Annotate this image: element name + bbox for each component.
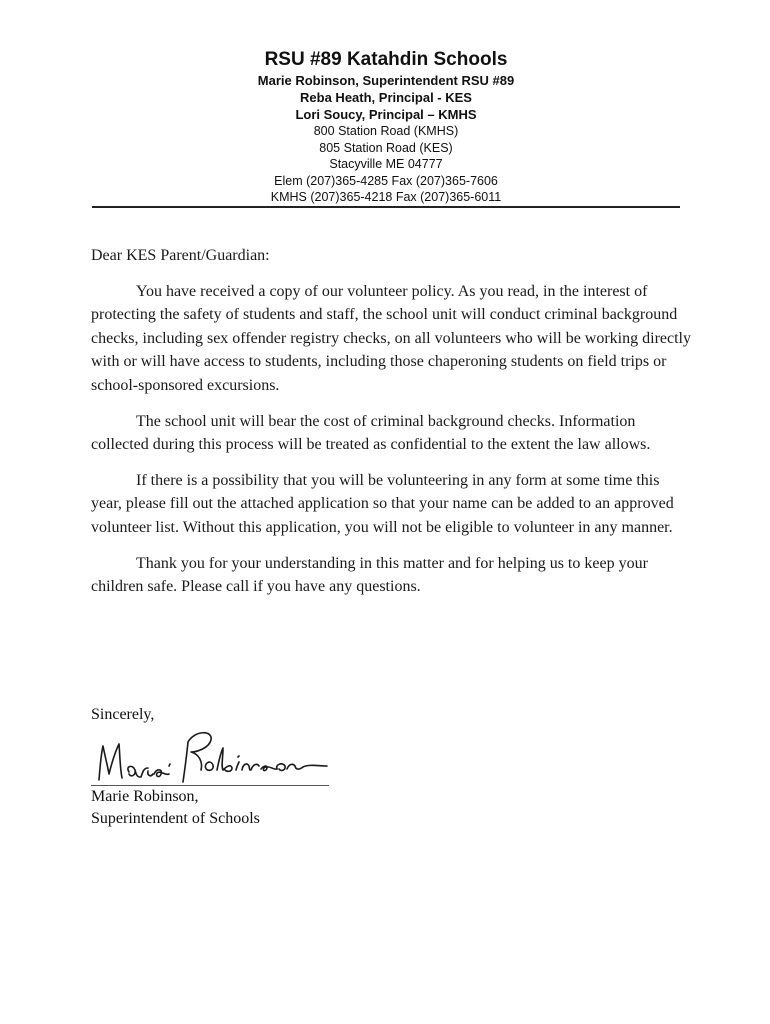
handwritten-signature: [91, 722, 331, 788]
signer-block: [91, 786, 260, 830]
signer-title: Superintendent of Schools: [91, 810, 260, 827]
letterhead-divider: [92, 206, 680, 208]
closing: Sincerely,: [91, 706, 155, 723]
signer-name: Marie Robinson,: [91, 788, 199, 805]
kmhs-phone-line: KMHS (207)365-4218 Fax (207)365-6011: [270, 190, 502, 204]
paragraph-cost: The school unit will bear the cost of criminal background checks. Information collected during this process will be treated as confidential to the extent the law allows.: [91, 412, 651, 454]
address-kmhs: 800 Station Road (KMHS): [313, 124, 459, 138]
paragraph-thanks: Thank you for your understanding in this matter and for helping us to keep your children safe. Please call if you have any questions.: [91, 554, 648, 596]
salutation: Dear KES Parent/Guardian:: [91, 247, 270, 264]
elem-phone-line: Elem (207)365-4285 Fax (207)365-7606: [274, 173, 498, 188]
address-kes: 805 Station Road (KES): [319, 140, 453, 155]
principal-kes-line: Reba Heath, Principal - KES: [300, 90, 472, 105]
paragraph-policy: You have received a copy of our volunteer policy. As you read, in the interest of protecting the safety of students and staff, the school unit will conduct criminal background checks, including sex offender registry checks, on all volunteers who will be working directly with or will have access to students, including those chaperoning students on field trips or school-sponsored excursions.: [91, 282, 691, 394]
district-title: RSU #89 Katahdin Schools: [264, 49, 508, 70]
letter-body: [91, 244, 691, 611]
principal-kmhs-line: Lori Soucy, Principal – KMHS: [295, 107, 477, 122]
superintendent-line: Marie Robinson, Superintendent RSU #89: [257, 73, 515, 88]
paragraph-application: If there is a possibility that you will be volunteering in any form at some time this year, please fill out the attached application so that your name can be added to an approved volunteer list. Without this application, you will not be eligible to volunteer in any manner.: [91, 471, 674, 536]
letterhead: [92, 48, 680, 206]
city-line: Stacyville ME 04777: [329, 157, 443, 171]
